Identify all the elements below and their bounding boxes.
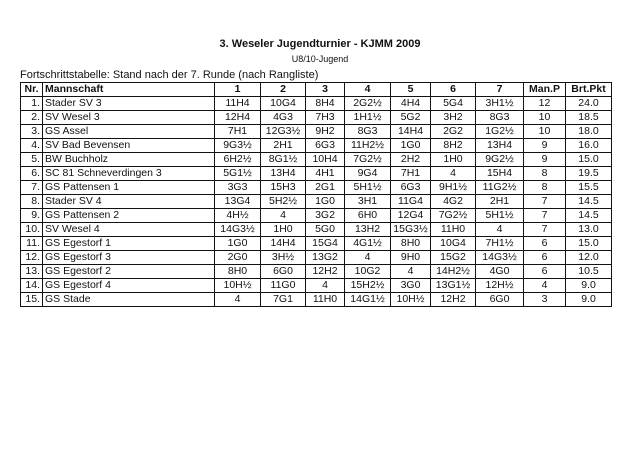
round-5-result-cell: 6G3 — [391, 181, 431, 195]
round-2-result-cell: 6G0 — [261, 265, 306, 279]
round-2-result-cell: 4 — [261, 209, 306, 223]
round-2-result-cell: 3H½ — [261, 251, 306, 265]
round-5-result-cell: 2H2 — [391, 153, 431, 167]
round-5-result-cell: 4H4 — [391, 97, 431, 111]
round-2-result-cell: 5H2½ — [261, 195, 306, 209]
round-2-result-cell: 4G3 — [261, 111, 306, 125]
board-points-cell: 18.0 — [566, 125, 612, 139]
rank-cell: 3. — [21, 125, 43, 139]
team-name-cell: BW Buchholz — [43, 153, 215, 167]
table-row — [21, 167, 612, 181]
round-4-result-cell: 14G1½ — [345, 293, 391, 307]
match-points-cell: 9 — [524, 153, 566, 167]
table-row — [21, 153, 612, 167]
round-7-result-cell: 14G3½ — [476, 251, 524, 265]
standings-table — [20, 82, 612, 307]
round-4-result-cell: 9G4 — [345, 167, 391, 181]
round-3-result-cell: 10H4 — [306, 153, 345, 167]
round-4-result-cell: 4 — [345, 251, 391, 265]
round-1-result-cell: 4 — [215, 293, 261, 307]
table-row — [21, 111, 612, 125]
round-1-result-cell: 13G4 — [215, 195, 261, 209]
rank-cell: 13. — [21, 265, 43, 279]
table-row — [21, 251, 612, 265]
document-title: 3. Weseler Jugendturnier - KJMM 2009 — [219, 38, 421, 50]
round-3-result-cell: 8H4 — [306, 97, 345, 111]
round-7-result-cell: 4 — [476, 223, 524, 237]
board-points-cell: 10.5 — [566, 265, 612, 279]
team-name-cell: GS Stade — [43, 293, 215, 307]
round-4-result-cell: 15H2½ — [345, 279, 391, 293]
round-6-result-cell: 5G4 — [431, 97, 476, 111]
team-name-cell: GS Egestorf 4 — [43, 279, 215, 293]
round-3-result-cell: 9H2 — [306, 125, 345, 139]
round-6-result-cell: 1H0 — [431, 153, 476, 167]
document-subtitle: U8/10-Jugend — [291, 54, 349, 64]
round-3-result-cell: 12H2 — [306, 265, 345, 279]
rank-cell: 5. — [21, 153, 43, 167]
round-3-result-cell: 13G2 — [306, 251, 345, 265]
round-1-result-cell: 4H½ — [215, 209, 261, 223]
round-7-result-cell: 3H1½ — [476, 97, 524, 111]
round-5-result-cell: 12G4 — [391, 209, 431, 223]
match-points-cell: 8 — [524, 181, 566, 195]
round-1-result-cell: 2G0 — [215, 251, 261, 265]
round-6-result-cell: 11H0 — [431, 223, 476, 237]
team-name-cell: SV Wesel 4 — [43, 223, 215, 237]
round-5-result-cell: 3G0 — [391, 279, 431, 293]
table-row — [21, 209, 612, 223]
board-points-cell: 24.0 — [566, 97, 612, 111]
header-round-2: 2 — [261, 83, 306, 97]
round-1-result-cell: 6H2½ — [215, 153, 261, 167]
round-1-result-cell: 1G0 — [215, 237, 261, 251]
rank-cell: 4. — [21, 139, 43, 153]
round-1-result-cell: 7H1 — [215, 125, 261, 139]
match-points-cell: 6 — [524, 251, 566, 265]
board-points-cell: 14.5 — [566, 195, 612, 209]
round-1-result-cell: 14G3½ — [215, 223, 261, 237]
match-points-cell: 8 — [524, 167, 566, 181]
round-5-result-cell: 11G4 — [391, 195, 431, 209]
round-6-result-cell: 14H2½ — [431, 265, 476, 279]
round-2-result-cell: 7G1 — [261, 293, 306, 307]
round-4-result-cell: 11H2½ — [345, 139, 391, 153]
round-4-result-cell: 5H1½ — [345, 181, 391, 195]
header-round-4: 4 — [345, 83, 391, 97]
round-4-result-cell: 10G2 — [345, 265, 391, 279]
round-2-result-cell: 13H4 — [261, 167, 306, 181]
round-1-result-cell: 9G3½ — [215, 139, 261, 153]
board-points-cell: 15.0 — [566, 153, 612, 167]
round-3-result-cell: 1G0 — [306, 195, 345, 209]
table-caption: Fortschrittstabelle: Stand nach der 7. Runde (nach Rangliste) — [20, 69, 319, 81]
round-6-result-cell: 10G4 — [431, 237, 476, 251]
table-row — [21, 139, 612, 153]
round-7-result-cell: 5H1½ — [476, 209, 524, 223]
round-5-result-cell: 1G0 — [391, 139, 431, 153]
rank-cell: 10. — [21, 223, 43, 237]
header-team: Mannschaft — [43, 83, 215, 97]
round-3-result-cell: 7H3 — [306, 111, 345, 125]
header-round-5: 5 — [391, 83, 431, 97]
header-round-6: 6 — [431, 83, 476, 97]
round-1-result-cell: 3G3 — [215, 181, 261, 195]
round-1-result-cell: 11H4 — [215, 97, 261, 111]
round-5-result-cell: 8H0 — [391, 237, 431, 251]
round-2-result-cell: 10G4 — [261, 97, 306, 111]
board-points-cell: 15.5 — [566, 181, 612, 195]
round-6-result-cell: 9H1½ — [431, 181, 476, 195]
board-points-cell: 9.0 — [566, 293, 612, 307]
round-5-result-cell: 9H0 — [391, 251, 431, 265]
match-points-cell: 6 — [524, 237, 566, 251]
round-7-result-cell: 4G0 — [476, 265, 524, 279]
round-3-result-cell: 4H1 — [306, 167, 345, 181]
round-7-result-cell: 12H½ — [476, 279, 524, 293]
match-points-cell: 7 — [524, 209, 566, 223]
round-5-result-cell: 4 — [391, 265, 431, 279]
table-row — [21, 181, 612, 195]
table-row — [21, 237, 612, 251]
round-4-result-cell: 13H2 — [345, 223, 391, 237]
round-2-result-cell: 2H1 — [261, 139, 306, 153]
table-row — [21, 97, 612, 111]
round-6-result-cell: 12H2 — [431, 293, 476, 307]
round-1-result-cell: 5G1½ — [215, 167, 261, 181]
rank-cell: 14. — [21, 279, 43, 293]
team-name-cell: SV Wesel 3 — [43, 111, 215, 125]
round-4-result-cell: 1H1½ — [345, 111, 391, 125]
board-points-cell: 18.5 — [566, 111, 612, 125]
match-points-cell: 3 — [524, 293, 566, 307]
rank-cell: 8. — [21, 195, 43, 209]
match-points-cell: 10 — [524, 111, 566, 125]
rank-cell: 11. — [21, 237, 43, 251]
board-points-cell: 13.0 — [566, 223, 612, 237]
round-5-result-cell: 15G3½ — [391, 223, 431, 237]
team-name-cell: GS Pattensen 2 — [43, 209, 215, 223]
team-name-cell: GS Assel — [43, 125, 215, 139]
round-7-result-cell: 7H1½ — [476, 237, 524, 251]
header-board-points: Brt.Pkt — [566, 83, 612, 97]
table-row — [21, 279, 612, 293]
round-7-result-cell: 2H1 — [476, 195, 524, 209]
match-points-cell: 7 — [524, 223, 566, 237]
rank-cell: 6. — [21, 167, 43, 181]
match-points-cell: 10 — [524, 125, 566, 139]
round-4-result-cell: 2G2½ — [345, 97, 391, 111]
round-6-result-cell: 13G1½ — [431, 279, 476, 293]
table-row — [21, 265, 612, 279]
rank-cell: 1. — [21, 97, 43, 111]
team-name-cell: Stader SV 3 — [43, 97, 215, 111]
board-points-cell: 14.5 — [566, 209, 612, 223]
round-3-result-cell: 11H0 — [306, 293, 345, 307]
round-2-result-cell: 12G3½ — [261, 125, 306, 139]
round-3-result-cell: 4 — [306, 279, 345, 293]
team-name-cell: SV Bad Bevensen — [43, 139, 215, 153]
team-name-cell: Stader SV 4 — [43, 195, 215, 209]
round-4-result-cell: 3H1 — [345, 195, 391, 209]
round-7-result-cell: 6G0 — [476, 293, 524, 307]
table-row — [21, 125, 612, 139]
match-points-cell: 6 — [524, 265, 566, 279]
round-1-result-cell: 8H0 — [215, 265, 261, 279]
match-points-cell: 7 — [524, 195, 566, 209]
team-name-cell: GS Pattensen 1 — [43, 181, 215, 195]
team-name-cell: GS Egestorf 2 — [43, 265, 215, 279]
match-points-cell: 9 — [524, 139, 566, 153]
round-3-result-cell: 5G0 — [306, 223, 345, 237]
match-points-cell: 12 — [524, 97, 566, 111]
board-points-cell: 19.5 — [566, 167, 612, 181]
board-points-cell: 15.0 — [566, 237, 612, 251]
round-7-result-cell: 1G2½ — [476, 125, 524, 139]
round-6-result-cell: 15G2 — [431, 251, 476, 265]
round-5-result-cell: 10H½ — [391, 293, 431, 307]
round-3-result-cell: 15G4 — [306, 237, 345, 251]
table-row — [21, 195, 612, 209]
round-5-result-cell: 7H1 — [391, 167, 431, 181]
team-name-cell: GS Egestorf 3 — [43, 251, 215, 265]
round-4-result-cell: 4G1½ — [345, 237, 391, 251]
round-5-result-cell: 5G2 — [391, 111, 431, 125]
round-7-result-cell: 11G2½ — [476, 181, 524, 195]
round-6-result-cell: 7G2½ — [431, 209, 476, 223]
round-4-result-cell: 6H0 — [345, 209, 391, 223]
board-points-cell: 9.0 — [566, 279, 612, 293]
rank-cell: 9. — [21, 209, 43, 223]
round-4-result-cell: 7G2½ — [345, 153, 391, 167]
round-4-result-cell: 8G3 — [345, 125, 391, 139]
round-3-result-cell: 6G3 — [306, 139, 345, 153]
round-6-result-cell: 8H2 — [431, 139, 476, 153]
table-row — [21, 223, 612, 237]
round-2-result-cell: 1H0 — [261, 223, 306, 237]
header-round-3: 3 — [306, 83, 345, 97]
header-round-7: 7 — [476, 83, 524, 97]
round-6-result-cell: 4 — [431, 167, 476, 181]
round-2-result-cell: 15H3 — [261, 181, 306, 195]
header-nr: Nr. — [21, 83, 43, 97]
board-points-cell: 16.0 — [566, 139, 612, 153]
header-match-points: Man.P — [524, 83, 566, 97]
rank-cell: 2. — [21, 111, 43, 125]
round-3-result-cell: 2G1 — [306, 181, 345, 195]
header-round-1: 1 — [215, 83, 261, 97]
board-points-cell: 12.0 — [566, 251, 612, 265]
rank-cell: 7. — [21, 181, 43, 195]
table-row — [21, 293, 612, 307]
match-points-cell: 4 — [524, 279, 566, 293]
round-2-result-cell: 14H4 — [261, 237, 306, 251]
round-3-result-cell: 3G2 — [306, 209, 345, 223]
round-6-result-cell: 2G2 — [431, 125, 476, 139]
round-6-result-cell: 4G2 — [431, 195, 476, 209]
round-1-result-cell: 10H½ — [215, 279, 261, 293]
table-header-row — [21, 83, 612, 97]
team-name-cell: SC 81 Schneverdingen 3 — [43, 167, 215, 181]
round-7-result-cell: 13H4 — [476, 139, 524, 153]
round-7-result-cell: 8G3 — [476, 111, 524, 125]
round-2-result-cell: 11G0 — [261, 279, 306, 293]
round-7-result-cell: 15H4 — [476, 167, 524, 181]
round-5-result-cell: 14H4 — [391, 125, 431, 139]
team-name-cell: GS Egestorf 1 — [43, 237, 215, 251]
round-2-result-cell: 8G1½ — [261, 153, 306, 167]
rank-cell: 15. — [21, 293, 43, 307]
round-1-result-cell: 12H4 — [215, 111, 261, 125]
round-7-result-cell: 9G2½ — [476, 153, 524, 167]
round-6-result-cell: 3H2 — [431, 111, 476, 125]
rank-cell: 12. — [21, 251, 43, 265]
